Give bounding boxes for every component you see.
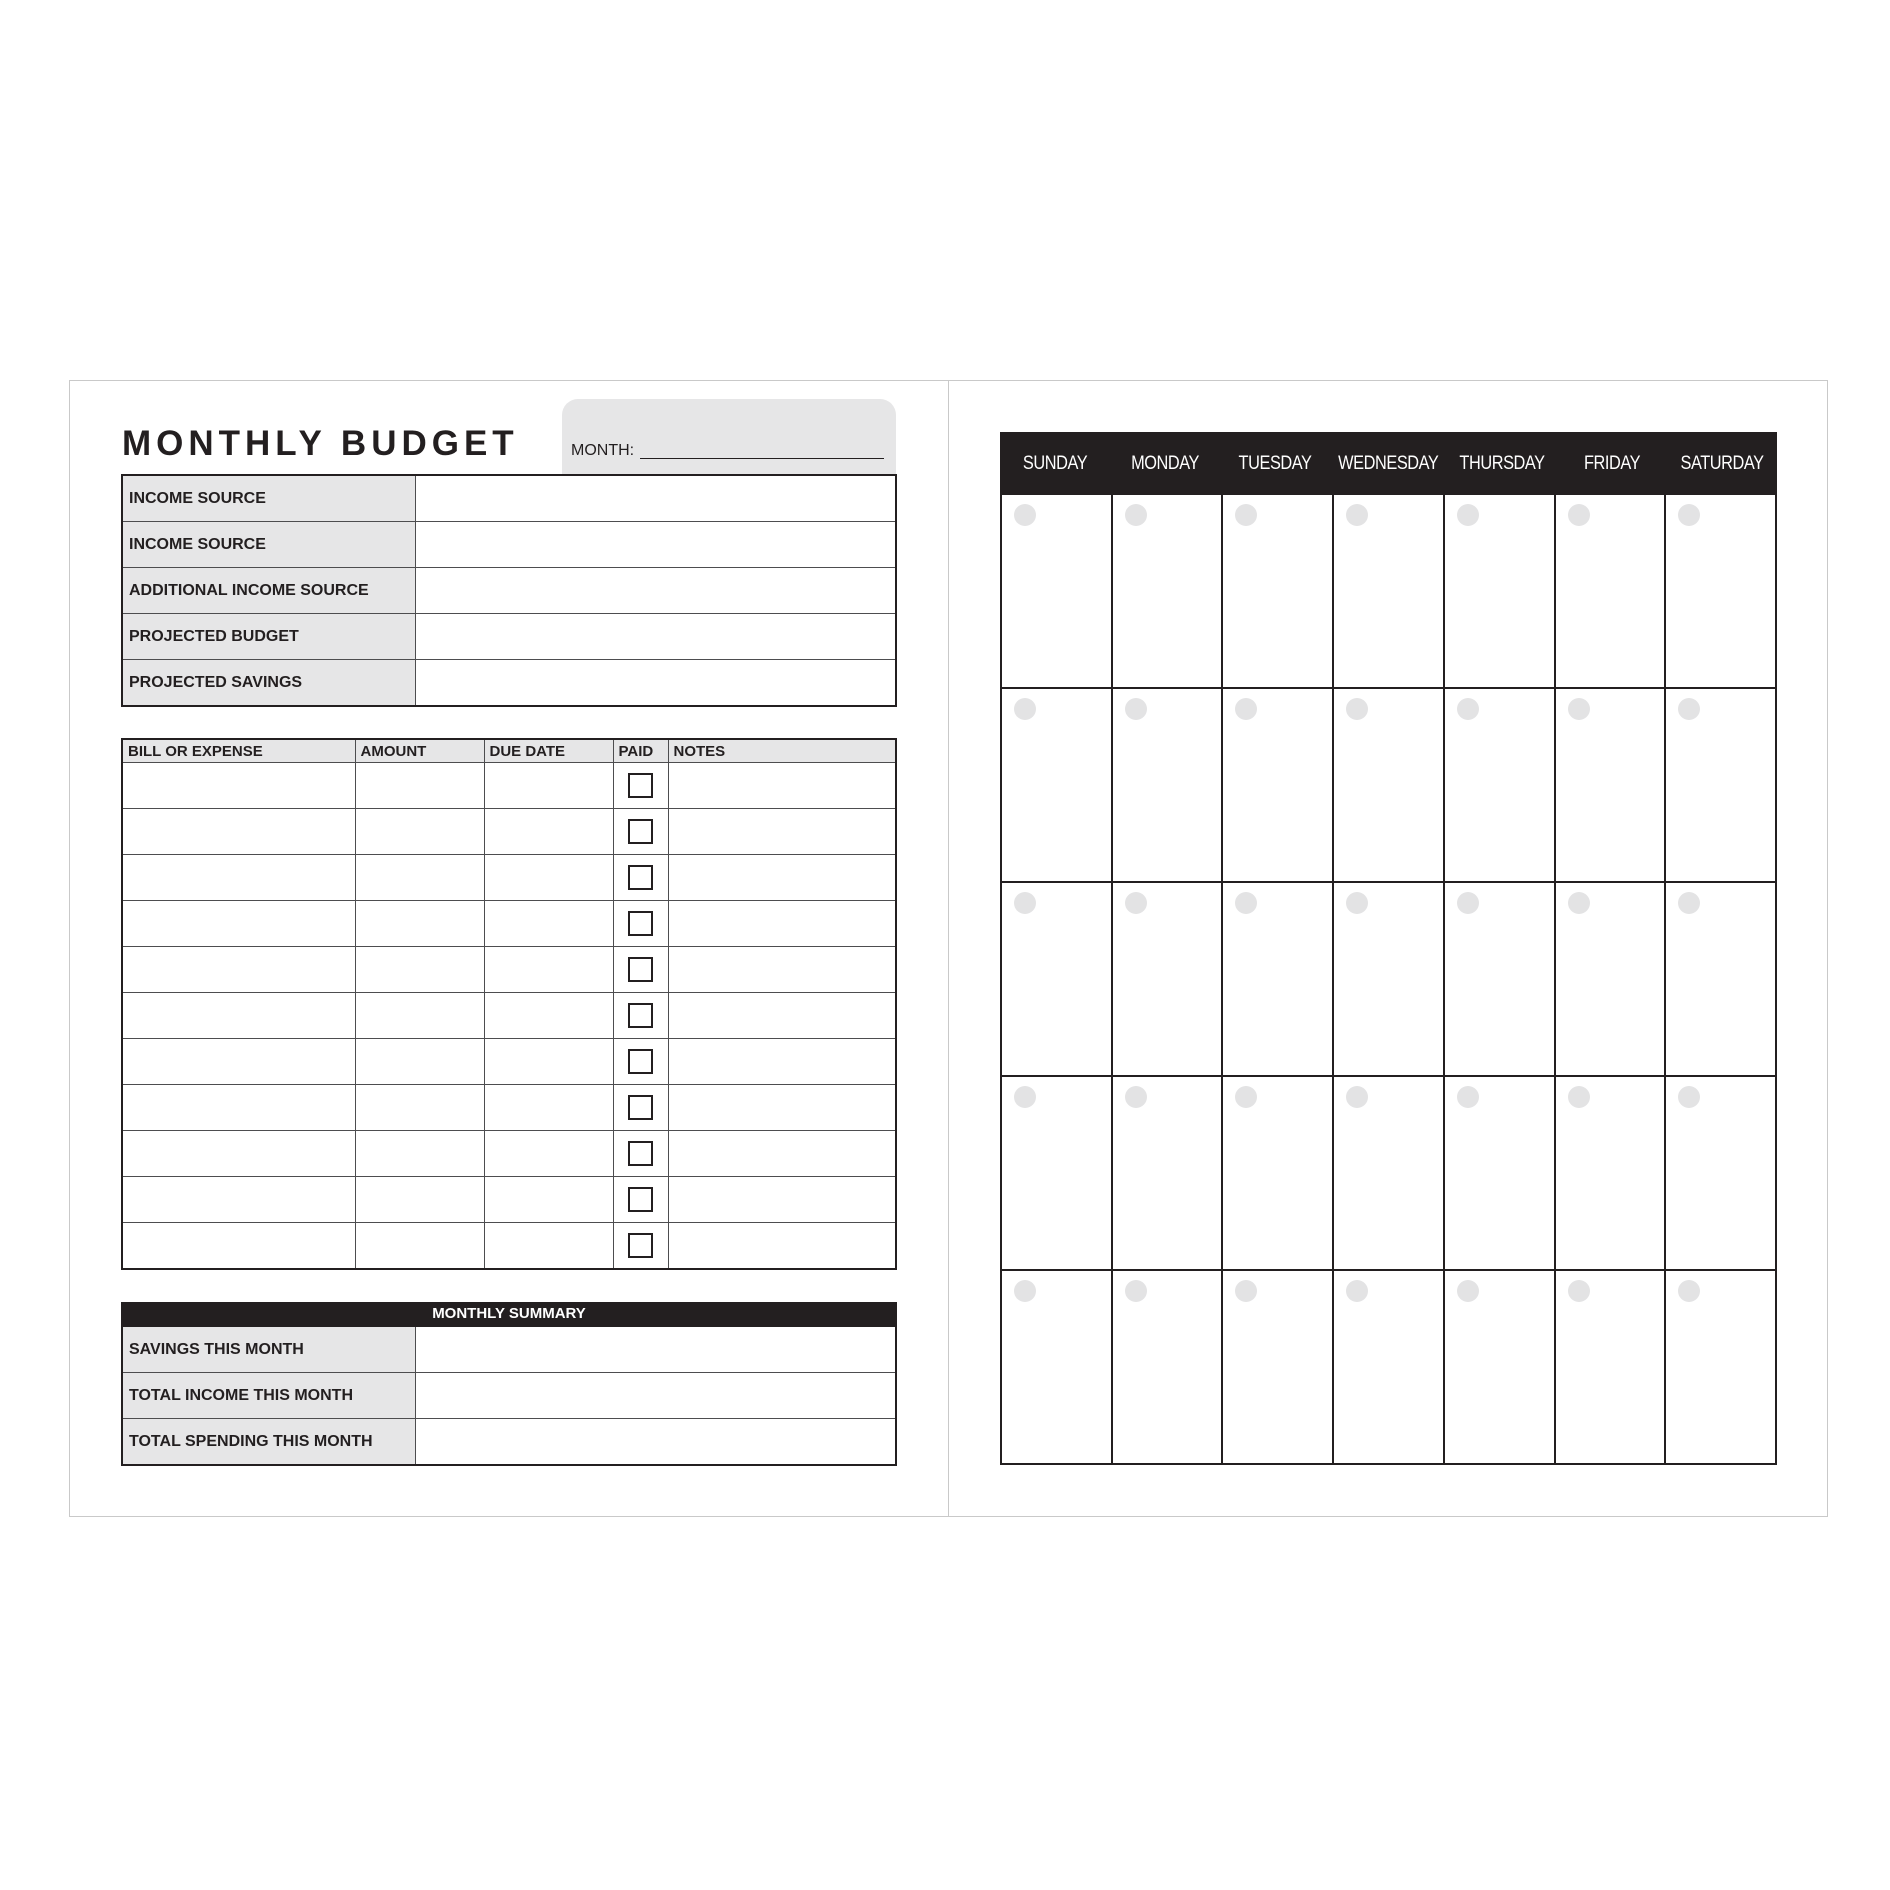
bill-bill-field[interactable]: [122, 809, 355, 855]
col-header-notes: NOTES: [668, 739, 896, 763]
calendar-day-cell[interactable]: [1002, 1271, 1113, 1465]
income-row-label: PROJECTED SAVINGS: [122, 660, 416, 707]
page-gutter: [948, 380, 949, 1517]
paid-cell: [613, 809, 668, 855]
date-dot: [1346, 1086, 1368, 1108]
summary-row-value-field[interactable]: [416, 1419, 897, 1466]
calendar-day-cell[interactable]: [1223, 883, 1334, 1077]
date-dot: [1457, 698, 1479, 720]
paid-cell: [613, 947, 668, 993]
bill-row: [122, 763, 896, 809]
income-row-value-field[interactable]: [416, 660, 897, 707]
bill-bill-field[interactable]: [122, 1039, 355, 1085]
paid-cell: [613, 1085, 668, 1131]
bill-bill-field[interactable]: [122, 763, 355, 809]
calendar-day-cell[interactable]: [1666, 689, 1777, 883]
date-dot: [1678, 892, 1700, 914]
date-dot: [1346, 892, 1368, 914]
bill-row: [122, 809, 896, 855]
date-dot: [1235, 1280, 1257, 1302]
bill-due-field[interactable]: [484, 855, 613, 901]
bill-due-field[interactable]: [484, 947, 613, 993]
bill-notes-field[interactable]: [668, 1131, 896, 1177]
paid-checkbox[interactable]: [628, 1095, 653, 1120]
calendar-day-cell[interactable]: [1666, 1271, 1777, 1465]
day-name-monday: MONDAY: [1131, 453, 1200, 474]
date-dot: [1457, 1086, 1479, 1108]
bill-bill-field[interactable]: [122, 1177, 355, 1223]
date-dot: [1235, 504, 1257, 526]
calendar-day-cell[interactable]: [1445, 495, 1556, 689]
calendar-grid: [1000, 494, 1777, 1465]
income-row-value-field[interactable]: [416, 614, 897, 660]
bill-due-field[interactable]: [484, 1223, 613, 1270]
summary-heading: MONTHLY SUMMARY: [121, 1302, 897, 1326]
paid-cell: [613, 1177, 668, 1223]
calendar-day-cell[interactable]: [1556, 689, 1667, 883]
income-row-value-field[interactable]: [416, 522, 897, 568]
paid-cell: [613, 1131, 668, 1177]
bills-header-row: [122, 739, 896, 763]
income-row-value-field[interactable]: [416, 475, 897, 522]
calendar-day-cell[interactable]: [1334, 883, 1445, 1077]
paid-cell: [613, 855, 668, 901]
bill-row: [122, 993, 896, 1039]
calendar-day-cell[interactable]: [1223, 495, 1334, 689]
summary-row-value-field[interactable]: [416, 1326, 897, 1373]
summary-row: [122, 1373, 896, 1419]
paid-checkbox[interactable]: [628, 819, 653, 844]
date-dot: [1568, 504, 1590, 526]
summary-row: [122, 1326, 896, 1373]
paid-checkbox[interactable]: [628, 1003, 653, 1028]
day-name-friday: FRIDAY: [1583, 453, 1640, 474]
date-dot: [1125, 1280, 1147, 1302]
bill-due-field[interactable]: [484, 1131, 613, 1177]
bill-row: [122, 1131, 896, 1177]
date-dot: [1125, 1086, 1147, 1108]
page-title: MONTHLY BUDGET: [122, 424, 519, 463]
date-dot: [1457, 504, 1479, 526]
calendar-day-cell[interactable]: [1666, 495, 1777, 689]
calendar-day-cell[interactable]: [1556, 1077, 1667, 1271]
bill-bill-field[interactable]: [122, 1131, 355, 1177]
paid-checkbox[interactable]: [628, 1049, 653, 1074]
calendar-day-cell[interactable]: [1223, 1271, 1334, 1465]
day-name-thursday: THURSDAY: [1459, 453, 1545, 474]
bill-due-field[interactable]: [484, 809, 613, 855]
bills-table: [121, 738, 897, 1270]
bill-amount-field[interactable]: [355, 993, 484, 1039]
date-dot: [1014, 892, 1036, 914]
bill-notes-field[interactable]: [668, 763, 896, 809]
date-dot: [1678, 504, 1700, 526]
bill-due-field[interactable]: [484, 993, 613, 1039]
summary-table: [121, 1325, 897, 1466]
calendar-day-cell[interactable]: [1113, 883, 1224, 1077]
calendar-day-cell[interactable]: [1113, 1271, 1224, 1465]
bill-row: [122, 1039, 896, 1085]
income-row: [122, 522, 896, 568]
bill-notes-field[interactable]: [668, 1039, 896, 1085]
calendar-day-cell[interactable]: [1113, 1077, 1224, 1271]
bill-amount-field[interactable]: [355, 1131, 484, 1177]
income-row: [122, 568, 896, 614]
bill-due-field[interactable]: [484, 763, 613, 809]
bill-due-field[interactable]: [484, 1039, 613, 1085]
income-row-value-field[interactable]: [416, 568, 897, 614]
col-header-amount: AMOUNT: [355, 739, 484, 763]
calendar-day-cell[interactable]: [1556, 883, 1667, 1077]
bill-notes-field[interactable]: [668, 901, 896, 947]
date-dot: [1678, 1086, 1700, 1108]
date-dot: [1014, 1086, 1036, 1108]
date-dot: [1014, 698, 1036, 720]
income-row-label: INCOME SOURCE: [122, 522, 416, 568]
day-name-tuesday: TUESDAY: [1238, 453, 1312, 474]
bill-notes-field[interactable]: [668, 1085, 896, 1131]
date-dot: [1125, 504, 1147, 526]
calendar-day-cell[interactable]: [1223, 689, 1334, 883]
date-dot: [1457, 892, 1479, 914]
date-dot: [1457, 1280, 1479, 1302]
income-table: [121, 474, 897, 707]
summary-row-label: SAVINGS THIS MONTH: [122, 1326, 416, 1373]
summary-row-label: TOTAL INCOME THIS MONTH: [122, 1373, 416, 1419]
date-dot: [1678, 1280, 1700, 1302]
date-dot: [1235, 698, 1257, 720]
calendar-day-cell[interactable]: [1002, 495, 1113, 689]
date-dot: [1568, 892, 1590, 914]
date-dot: [1678, 698, 1700, 720]
summary-row-label: TOTAL SPENDING THIS MONTH: [122, 1419, 416, 1466]
calendar-day-cell[interactable]: [1445, 689, 1556, 883]
calendar: [1000, 432, 1777, 1465]
bill-notes-field[interactable]: [668, 947, 896, 993]
paid-checkbox[interactable]: [628, 773, 653, 798]
date-dot: [1568, 698, 1590, 720]
month-input-line[interactable]: [640, 458, 884, 459]
income-row: [122, 660, 896, 707]
bill-amount-field[interactable]: [355, 855, 484, 901]
date-dot: [1235, 1086, 1257, 1108]
date-dot: [1346, 1280, 1368, 1302]
bill-row: [122, 1177, 896, 1223]
paid-checkbox[interactable]: [628, 957, 653, 982]
income-row-label: PROJECTED BUDGET: [122, 614, 416, 660]
bill-row: [122, 947, 896, 993]
paid-checkbox[interactable]: [628, 1233, 653, 1258]
calendar-day-cell[interactable]: [1666, 883, 1777, 1077]
bill-row: [122, 901, 896, 947]
calendar-day-cell[interactable]: [1002, 1077, 1113, 1271]
calendar-day-cell[interactable]: [1334, 689, 1445, 883]
calendar-day-cell[interactable]: [1556, 1271, 1667, 1465]
calendar-day-cell[interactable]: [1445, 1271, 1556, 1465]
calendar-day-cell[interactable]: [1334, 495, 1445, 689]
bill-bill-field[interactable]: [122, 947, 355, 993]
col-header-due-date: DUE DATE: [484, 739, 613, 763]
col-header-paid: PAID: [613, 739, 668, 763]
calendar-day-cell[interactable]: [1666, 1077, 1777, 1271]
bill-bill-field[interactable]: [122, 993, 355, 1039]
calendar-day-cell[interactable]: [1445, 1077, 1556, 1271]
calendar-day-cell[interactable]: [1556, 495, 1667, 689]
date-dot: [1568, 1086, 1590, 1108]
bill-notes-field[interactable]: [668, 993, 896, 1039]
bill-amount-field[interactable]: [355, 1039, 484, 1085]
calendar-day-cell[interactable]: [1002, 883, 1113, 1077]
calendar-day-cell[interactable]: [1113, 495, 1224, 689]
calendar-day-cell[interactable]: [1002, 689, 1113, 883]
income-row-label: INCOME SOURCE: [122, 475, 416, 522]
date-dot: [1568, 1280, 1590, 1302]
date-dot: [1014, 1280, 1036, 1302]
paid-cell: [613, 993, 668, 1039]
paid-cell: [613, 1039, 668, 1085]
calendar-day-cell[interactable]: [1334, 1271, 1445, 1465]
bill-amount-field[interactable]: [355, 901, 484, 947]
bill-notes-field[interactable]: [668, 1177, 896, 1223]
income-row: [122, 475, 896, 522]
calendar-day-cell[interactable]: [1223, 1077, 1334, 1271]
date-dot: [1346, 698, 1368, 720]
calendar-header: [1000, 432, 1777, 494]
bill-due-field[interactable]: [484, 1085, 613, 1131]
calendar-day-cell[interactable]: [1445, 883, 1556, 1077]
bill-bill-field[interactable]: [122, 1223, 355, 1270]
month-label: MONTH:: [571, 442, 635, 459]
bill-amount-field[interactable]: [355, 1223, 484, 1270]
summary-row: [122, 1419, 896, 1466]
bill-due-field[interactable]: [484, 901, 613, 947]
bill-row: [122, 1223, 896, 1270]
paid-checkbox[interactable]: [628, 1141, 653, 1166]
income-row: [122, 614, 896, 660]
bill-notes-field[interactable]: [668, 1223, 896, 1270]
bill-bill-field[interactable]: [122, 855, 355, 901]
bill-notes-field[interactable]: [668, 809, 896, 855]
paid-checkbox[interactable]: [628, 865, 653, 890]
bill-bill-field[interactable]: [122, 901, 355, 947]
bill-notes-field[interactable]: [668, 855, 896, 901]
paid-checkbox[interactable]: [628, 911, 653, 936]
date-dot: [1014, 504, 1036, 526]
month-tab: [562, 399, 896, 474]
bill-amount-field[interactable]: [355, 947, 484, 993]
day-name-saturday: SATURDAY: [1680, 453, 1764, 474]
paid-checkbox[interactable]: [628, 1187, 653, 1212]
summary-row-value-field[interactable]: [416, 1373, 897, 1419]
income-row-label: ADDITIONAL INCOME SOURCE: [122, 568, 416, 614]
bill-row: [122, 1085, 896, 1131]
bill-amount-field[interactable]: [355, 809, 484, 855]
col-header-bill: BILL OR EXPENSE: [122, 739, 355, 763]
calendar-day-cell[interactable]: [1334, 1077, 1445, 1271]
calendar-day-cell[interactable]: [1113, 689, 1224, 883]
bill-bill-field[interactable]: [122, 1085, 355, 1131]
date-dot: [1125, 698, 1147, 720]
day-name-sunday: SUNDAY: [1022, 453, 1088, 474]
bill-due-field[interactable]: [484, 1177, 613, 1223]
bill-amount-field[interactable]: [355, 1085, 484, 1131]
date-dot: [1125, 892, 1147, 914]
date-dot: [1235, 892, 1257, 914]
paid-cell: [613, 763, 668, 809]
bill-row: [122, 855, 896, 901]
paid-cell: [613, 1223, 668, 1270]
bill-amount-field[interactable]: [355, 1177, 484, 1223]
paid-cell: [613, 901, 668, 947]
bill-amount-field[interactable]: [355, 763, 484, 809]
date-dot: [1346, 504, 1368, 526]
day-name-wednesday: WEDNESDAY: [1338, 453, 1439, 474]
